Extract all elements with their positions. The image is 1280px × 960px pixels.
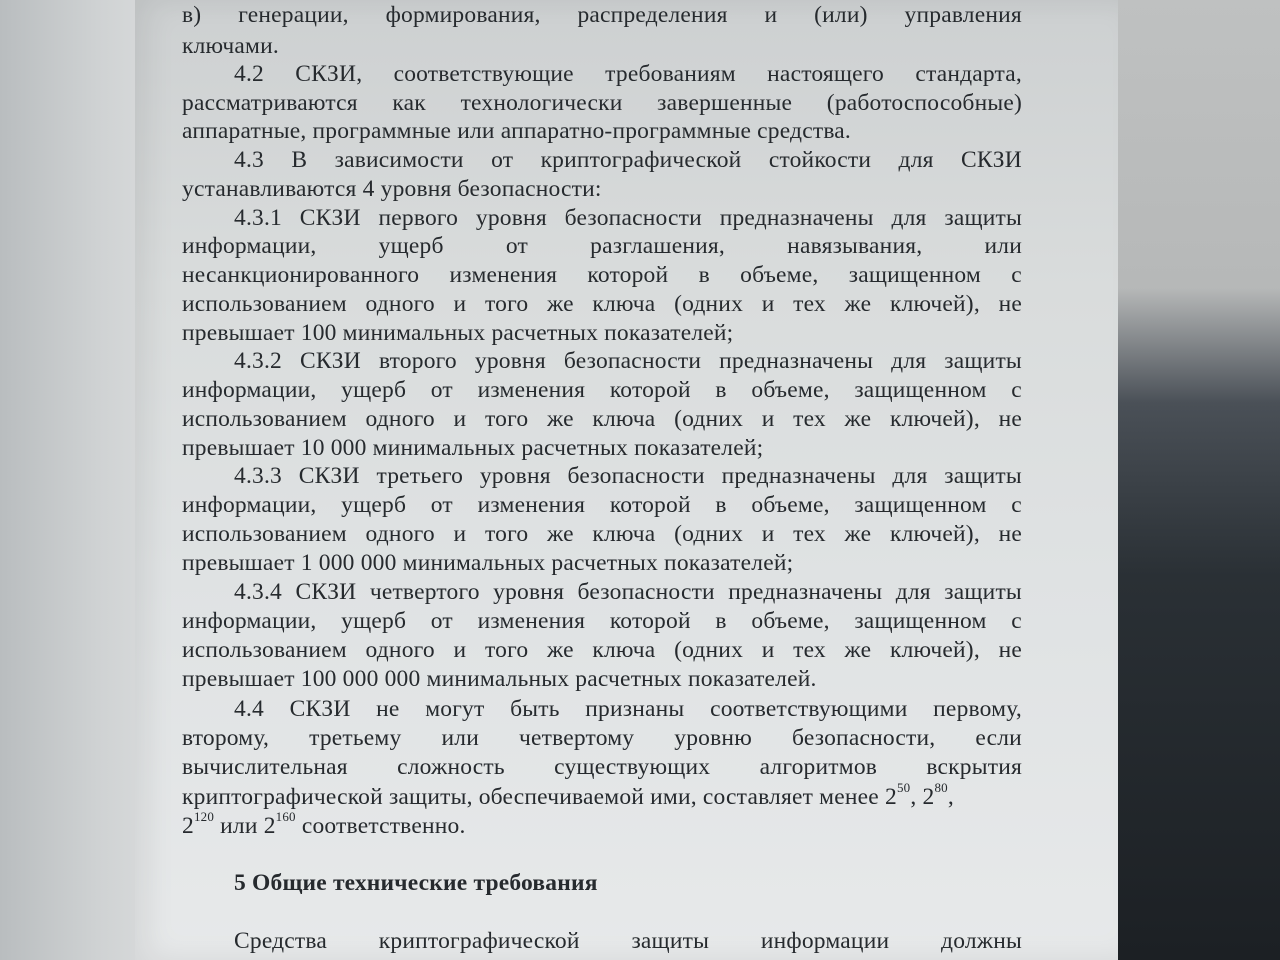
paragraph-4-3-4-line	[182, 577, 1022, 607]
word: СКЗИ	[295, 579, 357, 605]
word: технологически	[460, 90, 623, 116]
word: 4.3	[234, 147, 264, 173]
word: 4.3.1	[234, 205, 282, 231]
word: от	[491, 147, 514, 173]
word: использованием	[182, 406, 347, 432]
word: (одних	[674, 521, 744, 547]
word: сложность	[397, 754, 505, 780]
word: в	[715, 377, 727, 403]
word: с	[1011, 377, 1022, 403]
paragraph-4-3-1-line	[182, 260, 1022, 290]
word: и	[453, 406, 467, 432]
paragraph-4-3-4-line: превышает 100 000 000 минимальных расчетных показателей.	[182, 666, 817, 692]
word: защищенном	[854, 608, 987, 634]
word: для	[891, 348, 927, 374]
paragraph-4-2-line: аппаратные, программные или аппаратно-программные средства.	[182, 118, 852, 144]
paragraph-4-3-4-line	[182, 606, 1022, 636]
word: предназначены	[721, 463, 876, 489]
paragraph-4-4-line	[182, 752, 1022, 782]
word: требованиям	[605, 61, 736, 87]
word: ключа	[592, 637, 656, 663]
text-run: 2	[182, 813, 194, 839]
paragraph-4-4-line	[182, 694, 1022, 724]
word: ключа	[592, 291, 656, 317]
word: формирования,	[385, 2, 541, 28]
word: третьему	[309, 725, 402, 751]
word: ключа	[592, 521, 656, 547]
word: СКЗИ,	[295, 61, 363, 87]
paragraph-4-2-line	[182, 59, 1022, 89]
word: Средства	[234, 928, 328, 954]
word: безопасности,	[791, 725, 936, 751]
word: и	[453, 637, 467, 663]
paragraph-4-3-2-line: превышает 10 000 минимальных расчетных показателей;	[182, 435, 764, 461]
word: ключей),	[889, 291, 980, 317]
word: управления	[904, 2, 1022, 28]
exponent: 160	[275, 809, 296, 824]
word: 4.3.4	[234, 579, 282, 605]
word: для	[895, 579, 931, 605]
word: и	[453, 291, 467, 317]
word: того	[484, 521, 529, 547]
word: навязывания,	[787, 233, 923, 259]
word: ключей),	[889, 637, 980, 663]
monitor-bezel-left	[0, 0, 140, 960]
word: СКЗИ	[298, 463, 360, 489]
word: одного	[365, 521, 435, 547]
word: объеме,	[751, 492, 830, 518]
word: информации,	[182, 377, 317, 403]
word: алгоритмов	[759, 754, 878, 780]
word: генерации,	[238, 2, 349, 28]
word: же	[546, 406, 574, 432]
word: использованием	[182, 521, 347, 547]
paragraph-4-3-4-line	[182, 635, 1022, 665]
word: в	[715, 608, 727, 634]
word: и	[761, 406, 775, 432]
word: и	[453, 521, 467, 547]
word: и	[761, 521, 775, 547]
section-heading: 5 Общие технические требования	[234, 870, 598, 896]
word: использованием	[182, 637, 347, 663]
document-page	[182, 0, 1022, 960]
word: тех	[793, 637, 826, 663]
word: же	[546, 637, 574, 663]
word: распределения	[577, 2, 728, 28]
word: в	[715, 492, 727, 518]
word: ключа	[592, 406, 656, 432]
word: ущерб	[341, 492, 407, 518]
word: (одних	[674, 406, 744, 432]
exponent: 120	[193, 809, 215, 824]
word: вскрытия	[926, 754, 1022, 780]
word: СКЗИ	[961, 147, 1022, 173]
word: изменения	[449, 262, 558, 288]
word: же	[844, 406, 872, 432]
word: (или)	[814, 2, 868, 28]
word: защищенном	[848, 262, 981, 288]
word: быть	[510, 696, 560, 722]
text-run: или 2	[214, 813, 276, 839]
paragraph-4-3-3-line	[182, 519, 1022, 549]
word: уровня	[493, 579, 565, 605]
word: же	[844, 291, 872, 317]
word: изменения	[477, 608, 586, 634]
word: в)	[182, 2, 202, 28]
word: СКЗИ	[300, 348, 361, 374]
word: объеме,	[740, 262, 819, 288]
word: защиты	[944, 579, 1022, 605]
word: и	[764, 2, 778, 28]
word: и	[761, 291, 775, 317]
word: объеме,	[751, 377, 830, 403]
word: которой	[609, 377, 691, 403]
word: которой	[609, 492, 691, 518]
word: же	[546, 291, 574, 317]
word: от	[430, 377, 453, 403]
section-5-first-line	[182, 926, 1022, 956]
word: информации	[760, 928, 890, 954]
word: криптографической	[540, 147, 742, 173]
paragraph-4-3-1-line	[182, 231, 1022, 261]
word: информации,	[182, 608, 317, 634]
word: для	[892, 463, 928, 489]
paragraph-4-3-1-line: превышает 100 минимальных расчетных показателей;	[182, 320, 734, 346]
word: соответствующими	[710, 696, 908, 722]
word: разглашения,	[590, 233, 725, 259]
word: предназначены	[728, 579, 883, 605]
word: уровню	[674, 725, 752, 751]
paragraph-4-4-line	[182, 811, 1022, 841]
word: (одних	[674, 291, 744, 317]
word: тех	[793, 291, 826, 317]
word: не	[998, 521, 1022, 547]
word: же	[844, 521, 872, 547]
word: предназначены	[719, 205, 874, 231]
word: ущерб	[341, 377, 407, 403]
word: четвертого	[369, 579, 480, 605]
word: с	[1011, 262, 1022, 288]
word: не	[998, 291, 1022, 317]
word: изменения	[477, 492, 586, 518]
paragraph-line	[182, 0, 1022, 30]
word: информации,	[182, 492, 317, 518]
word: 4.4	[234, 696, 264, 722]
word: тех	[793, 406, 826, 432]
word: защиты	[944, 205, 1022, 231]
word: соответствующие	[393, 61, 574, 87]
word: 4.2	[234, 61, 264, 87]
word: могут	[425, 696, 485, 722]
word: рассматриваются	[182, 90, 358, 116]
paragraph-4-3-2-line	[182, 404, 1022, 434]
word: одного	[365, 637, 435, 663]
word: уровня	[479, 463, 551, 489]
word: ключей),	[889, 521, 980, 547]
text-run: ,	[947, 784, 954, 810]
paragraph-4-4-line	[182, 723, 1022, 753]
word: первому,	[933, 696, 1022, 722]
paragraph-4-3-2-line	[182, 375, 1022, 405]
word: одного	[365, 406, 435, 432]
word: первого	[378, 205, 459, 231]
word: ущерб	[341, 608, 407, 634]
word: стойкости	[768, 147, 872, 173]
word: завершенные	[657, 90, 793, 116]
word: в	[698, 262, 710, 288]
word: тех	[793, 521, 826, 547]
word: от	[430, 492, 453, 518]
word: четвертому	[519, 725, 635, 751]
exponent: 80	[934, 780, 948, 795]
word: зависимости	[334, 147, 464, 173]
word: защищенном	[854, 492, 987, 518]
paragraph-4-2-line	[182, 88, 1022, 118]
word: настоящего	[767, 61, 884, 87]
paragraph-4-3-line: устанавливаются 4 уровня безопасности:	[182, 176, 602, 202]
word: от	[430, 608, 453, 634]
text-run: криптографической защиты, обеспечиваемой ими, составляет менее 2	[182, 784, 897, 810]
word: вычислительная	[182, 754, 348, 780]
word: должны	[941, 928, 1022, 954]
paragraph-4-3-3-line	[182, 461, 1022, 491]
word: если	[975, 725, 1022, 751]
word: предназначены	[719, 348, 874, 374]
word: изменения	[477, 377, 586, 403]
word: одного	[365, 291, 435, 317]
paragraph-4-3-1-line	[182, 203, 1022, 233]
word: уровня	[474, 348, 546, 374]
word: которой	[609, 608, 691, 634]
word: для	[898, 147, 934, 173]
word: уровня	[475, 205, 547, 231]
word: третьего	[376, 463, 464, 489]
word: ущерб	[378, 233, 444, 259]
word: несанкционированного	[182, 262, 420, 288]
word: или	[441, 725, 479, 751]
word: второму,	[182, 725, 270, 751]
word: для	[891, 205, 927, 231]
word: же	[546, 521, 574, 547]
word: ключей),	[889, 406, 980, 432]
word: не	[376, 696, 400, 722]
exponent: 50	[896, 780, 911, 795]
word: же	[844, 637, 872, 663]
word: и	[761, 637, 775, 663]
word: не	[998, 406, 1022, 432]
word: В	[291, 147, 308, 173]
word: защиты	[631, 928, 710, 954]
word: 4.3.3	[234, 463, 282, 489]
word: защиты	[944, 463, 1022, 489]
word: или	[984, 233, 1022, 259]
word: с	[1011, 492, 1022, 518]
word: того	[484, 291, 529, 317]
word: не	[998, 637, 1022, 663]
word: СКЗИ	[299, 205, 361, 231]
paragraph-4-3-3-line: превышает 1 000 000 минимальных расчетных показателей;	[182, 550, 794, 576]
word: стандарта,	[915, 61, 1022, 87]
word: объеме,	[751, 608, 830, 634]
paragraph-4-3-1-line	[182, 289, 1022, 319]
paragraph-line: ключами.	[182, 33, 279, 59]
word: защиты	[944, 348, 1022, 374]
paragraph-4-3-2-line	[182, 346, 1022, 376]
word: безопасности	[577, 579, 715, 605]
word: как	[392, 90, 426, 116]
text-run: соответственно.	[295, 813, 466, 839]
word: безопасности	[567, 463, 705, 489]
monitor-bezel-right	[1118, 0, 1280, 960]
word: существующих	[554, 754, 711, 780]
word: (работоспособные)	[826, 90, 1022, 116]
word: 4.3.2	[234, 348, 282, 374]
word: защищенном	[854, 377, 987, 403]
word: (одних	[674, 637, 744, 663]
paragraph-4-3-3-line	[182, 490, 1022, 520]
text-run: , 2	[910, 784, 935, 810]
word: признаны	[585, 696, 685, 722]
word: которой	[587, 262, 669, 288]
word: второго	[378, 348, 457, 374]
paragraph-4-4-line	[182, 782, 1022, 812]
word: использованием	[182, 291, 347, 317]
word: того	[484, 637, 529, 663]
word: криптографической	[378, 928, 580, 954]
word: информации,	[182, 233, 317, 259]
word: безопасности	[564, 205, 702, 231]
word: от	[505, 233, 528, 259]
word: безопасности	[563, 348, 702, 374]
word: того	[484, 406, 529, 432]
word: СКЗИ	[289, 696, 351, 722]
word: с	[1011, 608, 1022, 634]
paragraph-4-3-line	[182, 145, 1022, 175]
